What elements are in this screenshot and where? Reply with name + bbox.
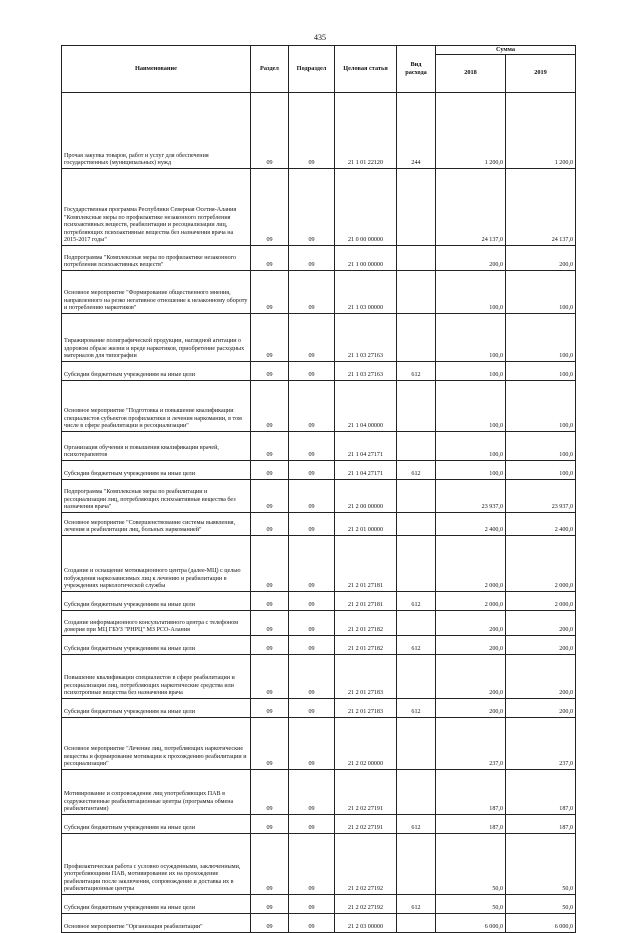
cell-section: 09 [251,479,289,512]
cell-name: Субсидии бюджетным учреждениям на иные цели [62,460,251,479]
cell-target: 21 2 01 00000 [335,512,397,535]
cell-2019: 23 937,0 [506,479,576,512]
cell-2018: 200,0 [436,654,506,698]
cell-expense-type [397,380,436,431]
cell-expense-type [397,913,436,932]
cell-subsection: 09 [289,698,335,717]
cell-section: 09 [251,610,289,635]
cell-2019: 24 137,0 [506,168,576,245]
cell-subsection: 09 [289,814,335,833]
cell-section: 09 [251,769,289,814]
header-2019: 2019 [506,54,576,92]
header-2018: 2018 [436,54,506,92]
table-row [62,717,576,769]
cell-section: 09 [251,92,289,168]
cell-2019: 1 200,0 [506,92,576,168]
cell-section: 09 [251,635,289,654]
cell-target: 21 1 04 00000 [335,380,397,431]
cell-2018: 200,0 [436,610,506,635]
cell-expense-type [397,479,436,512]
cell-name: Основное мероприятие "Организация реабилитации" [62,913,251,932]
cell-target: 21 2 03 00000 [335,913,397,932]
cell-2018: 50,0 [436,894,506,913]
cell-name: Профилактическая работа с условно осужденными, заключенными, употребляющими ПАВ, мотивирование их на прохождение реабилитации после заключения, сопровождение и доставка их в реабилитационные центры [62,833,251,894]
cell-2019: 100,0 [506,460,576,479]
page-number: 435 [314,33,326,42]
table-row [62,92,576,168]
cell-2018: 6 000,0 [436,913,506,932]
header-subsection: Подраздел [289,46,335,93]
cell-section: 09 [251,717,289,769]
cell-2019: 200,0 [506,654,576,698]
cell-section: 09 [251,698,289,717]
table-row [62,245,576,270]
cell-expense-type [397,654,436,698]
cell-name: Создание информационного консультативного центра с телефоном доверия при МЦ ГБУЗ "РНРЦ" МЗ РСО-Алания [62,610,251,635]
cell-target: 21 2 01 27181 [335,591,397,610]
cell-name: Субсидии бюджетным учреждениям на иные цели [62,814,251,833]
cell-subsection: 09 [289,913,335,932]
table-row [62,894,576,913]
cell-expense-type [397,512,436,535]
table-row [62,431,576,460]
cell-subsection: 09 [289,591,335,610]
cell-subsection: 09 [289,460,335,479]
cell-target: 21 2 02 27192 [335,833,397,894]
header-target: Целовая статья [335,46,397,93]
cell-expense-type [397,833,436,894]
table-row [62,769,576,814]
cell-2019: 2 400,0 [506,512,576,535]
cell-target: 21 2 01 27182 [335,635,397,654]
cell-name: Субсидии бюджетным учреждениям на иные цели [62,591,251,610]
table-row [62,814,576,833]
cell-2018: 100,0 [436,361,506,380]
cell-section: 09 [251,512,289,535]
cell-target: 21 0 00 00000 [335,168,397,245]
cell-2018: 187,0 [436,769,506,814]
cell-subsection: 09 [289,512,335,535]
cell-target: 21 2 02 00000 [335,717,397,769]
cell-2019: 187,0 [506,769,576,814]
cell-2019: 200,0 [506,245,576,270]
cell-target: 21 1 04 27171 [335,431,397,460]
cell-section: 09 [251,460,289,479]
cell-section: 09 [251,913,289,932]
cell-2018: 200,0 [436,635,506,654]
cell-expense-type [397,245,436,270]
cell-name: Тиражирование полиграфической продукции, наглядной агитации о здоровом образе жизни и вреде наркотиков, приобретение расходных материалов для типографии [62,313,251,361]
cell-subsection: 09 [289,833,335,894]
cell-2018: 187,0 [436,814,506,833]
cell-name: Субсидии бюджетным учреждениям на иные цели [62,894,251,913]
cell-target: 21 1 00 00000 [335,245,397,270]
cell-expense-type [397,535,436,591]
table-row [62,535,576,591]
cell-subsection: 09 [289,361,335,380]
cell-expense-type: 612 [397,460,436,479]
table-row [62,168,576,245]
cell-2018: 200,0 [436,698,506,717]
cell-2019: 200,0 [506,698,576,717]
table-row [62,654,576,698]
table-row [62,913,576,932]
cell-target: 21 2 00 00000 [335,479,397,512]
cell-subsection: 09 [289,380,335,431]
table-row [62,698,576,717]
cell-subsection: 09 [289,270,335,313]
cell-target: 21 2 01 27183 [335,698,397,717]
cell-expense-type: 612 [397,635,436,654]
cell-2019: 2 000,0 [506,591,576,610]
cell-expense-type [397,717,436,769]
cell-2019: 50,0 [506,894,576,913]
cell-target: 21 2 01 27182 [335,610,397,635]
cell-expense-type: 244 [397,92,436,168]
cell-2018: 100,0 [436,431,506,460]
cell-subsection: 09 [289,92,335,168]
cell-target: 21 1 04 27171 [335,460,397,479]
cell-section: 09 [251,245,289,270]
cell-2019: 200,0 [506,610,576,635]
cell-expense-type: 612 [397,698,436,717]
cell-expense-type: 612 [397,361,436,380]
cell-subsection: 09 [289,769,335,814]
cell-name: Основное мероприятие "Лечение лиц, потребляющих наркотические вещества и формирование мотивации к прохождению реабилитации и ресоциализации" [62,717,251,769]
cell-target: 21 1 01 22120 [335,92,397,168]
cell-subsection: 09 [289,654,335,698]
cell-expense-type [397,431,436,460]
cell-target: 21 2 02 27191 [335,769,397,814]
header-name: Наименование [62,46,251,93]
cell-2018: 237,0 [436,717,506,769]
cell-name: Подпрограмма "Комплексные меры по реабилитации и ресоциализации лиц, потребляющих психоактивные вещества без назначения врача" [62,479,251,512]
cell-subsection: 09 [289,313,335,361]
cell-expense-type [397,313,436,361]
cell-name: Мотивирование и сопровождение лиц употребляющих ПАВ в содружественные реабилитационные центры (программа обмена реабилитантами) [62,769,251,814]
cell-name: Подпрограмма "Комплексные меры по профилактике незаконного потребления психоактивных веществ" [62,245,251,270]
table-row [62,361,576,380]
cell-2018: 1 200,0 [436,92,506,168]
cell-section: 09 [251,535,289,591]
cell-subsection: 09 [289,479,335,512]
cell-2019: 100,0 [506,313,576,361]
cell-target: 21 1 03 27163 [335,361,397,380]
cell-subsection: 09 [289,635,335,654]
cell-name: Основное мероприятие "Формирование общественного мнения, направленного на резко негативное отношение к незаконному обороту и потреблению наркотиков" [62,270,251,313]
cell-target: 21 2 02 27192 [335,894,397,913]
cell-section: 09 [251,591,289,610]
cell-name: Субсидии бюджетным учреждениям на иные цели [62,635,251,654]
cell-2019: 50,0 [506,833,576,894]
cell-section: 09 [251,168,289,245]
cell-subsection: 09 [289,717,335,769]
cell-section: 09 [251,380,289,431]
cell-expense-type [397,270,436,313]
cell-target: 21 2 02 27191 [335,814,397,833]
cell-2019: 187,0 [506,814,576,833]
table-row [62,512,576,535]
cell-expense-type: 612 [397,894,436,913]
cell-subsection: 09 [289,245,335,270]
cell-2018: 200,0 [436,245,506,270]
cell-section: 09 [251,361,289,380]
cell-name: Субсидии бюджетным учреждениям на иные цели [62,361,251,380]
cell-section: 09 [251,833,289,894]
cell-2019: 237,0 [506,717,576,769]
cell-2018: 100,0 [436,380,506,431]
cell-name: Повышение квалификации специалистов в сфере реабилитации и ресоциализации лиц, потребляющих наркотические средства или психотропные вещества без назначения врача [62,654,251,698]
cell-subsection: 09 [289,168,335,245]
table-row [62,591,576,610]
cell-section: 09 [251,313,289,361]
header-sum: Сумма [436,46,576,55]
cell-section: 09 [251,270,289,313]
cell-2019: 100,0 [506,270,576,313]
cell-name: Организация обучения и повышения квалификации врачей, психотерапевтов [62,431,251,460]
cell-subsection: 09 [289,431,335,460]
cell-2018: 24 137,0 [436,168,506,245]
budget-table [61,45,576,933]
cell-expense-type: 612 [397,814,436,833]
cell-section: 09 [251,894,289,913]
cell-section: 09 [251,654,289,698]
header-section: Раздел [251,46,289,93]
cell-2019: 6 000,0 [506,913,576,932]
cell-name: Создание и оснащение мотивационного центра (далее-МЦ) с целью побуждения наркозависимых лиц к лечению и реабилитации в учреждениях наркологической службы [62,535,251,591]
cell-2019: 100,0 [506,361,576,380]
cell-2018: 100,0 [436,313,506,361]
cell-target: 21 1 03 00000 [335,270,397,313]
cell-2018: 2 000,0 [436,591,506,610]
table-row [62,610,576,635]
table-row [62,380,576,431]
cell-expense-type [397,610,436,635]
table-row [62,479,576,512]
table-row [62,270,576,313]
cell-target: 21 2 01 27181 [335,535,397,591]
cell-2018: 23 937,0 [436,479,506,512]
cell-name: Прочая закупка товаров, работ и услуг для обеспечения государственных (муниципальных) нужд [62,92,251,168]
table-row [62,460,576,479]
cell-2019: 200,0 [506,635,576,654]
cell-2018: 100,0 [436,460,506,479]
cell-2019: 100,0 [506,431,576,460]
table-row [62,635,576,654]
cell-expense-type: 612 [397,591,436,610]
cell-section: 09 [251,814,289,833]
cell-subsection: 09 [289,894,335,913]
cell-2018: 100,0 [436,270,506,313]
cell-target: 21 1 03 27163 [335,313,397,361]
cell-subsection: 09 [289,610,335,635]
cell-name: Субсидии бюджетным учреждениям на иные цели [62,698,251,717]
header-expense-type: Вид расхода [397,46,436,93]
table-body [62,92,576,932]
cell-2018: 2 000,0 [436,535,506,591]
cell-name: Государственная программа Республики Северная Осетия-Алания "Комплексные меры по профилактике незаконного потребления психоактивных веществ, реабилитации и ресоциализации лиц, потребляющих психоактивные вещества без назначения врача на 2015-2017 годы" [62,168,251,245]
cell-target: 21 2 01 27183 [335,654,397,698]
cell-name: Основное мероприятие "Совершенствование системы выявления, лечения и реабилитации лиц, больных наркоманией" [62,512,251,535]
cell-2018: 2 400,0 [436,512,506,535]
table-row [62,313,576,361]
cell-name: Основное мероприятие "Подготовка и повышение квалификации специалистов субъектов профилактики и лечения наркомании, в том числе в сфере реабилитации и ресоциализации" [62,380,251,431]
table-row [62,833,576,894]
cell-section: 09 [251,431,289,460]
cell-2019: 2 000,0 [506,535,576,591]
cell-subsection: 09 [289,535,335,591]
cell-2019: 100,0 [506,380,576,431]
cell-expense-type [397,769,436,814]
cell-2018: 50,0 [436,833,506,894]
cell-expense-type [397,168,436,245]
